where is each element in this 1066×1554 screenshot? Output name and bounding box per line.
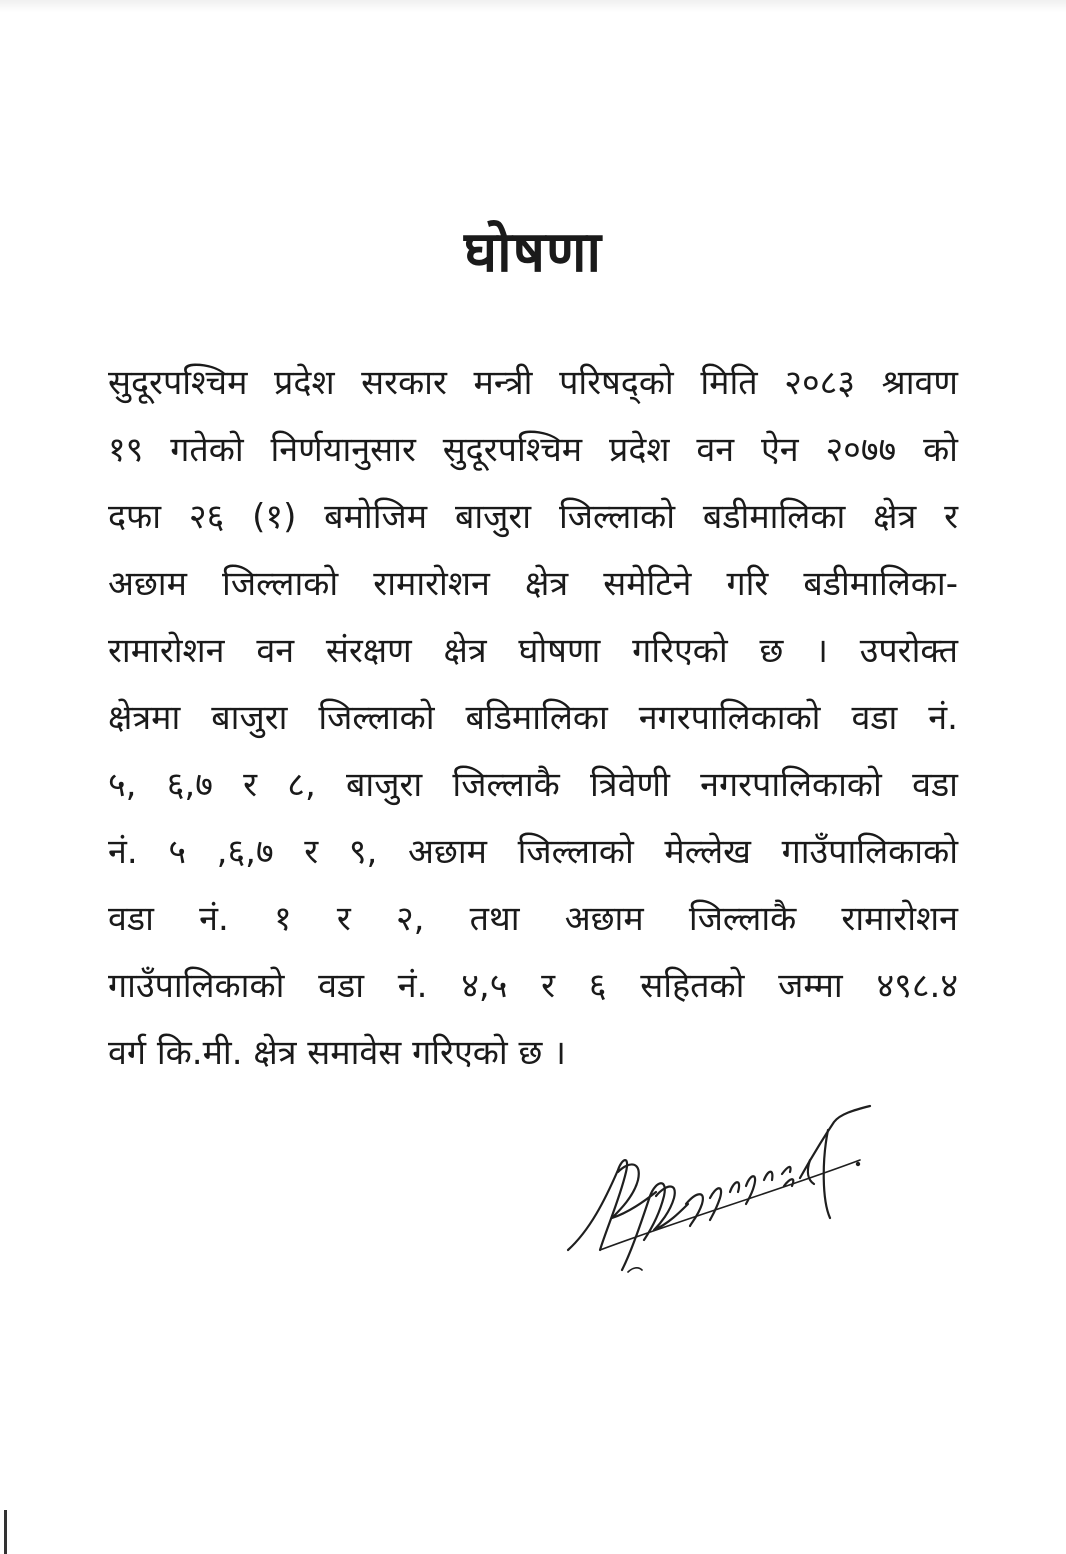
body-line: वर्ग कि.मी. क्षेत्र समावेस गरिएको छ । <box>108 1033 567 1073</box>
scan-edge-mark <box>4 1510 7 1554</box>
body-line: सुदूरपश्चिम प्रदेश सरकार मन्त्री परिषद्को मिति २०८३ श्रावण <box>108 363 958 403</box>
body-line: रामारोशन वन संरक्षण क्षेत्र घोषणा गरिएको छ । उपरोक्त <box>108 631 958 671</box>
handwritten-signature <box>560 1100 880 1280</box>
body-line: क्षेत्रमा बाजुरा जिल्लाको बडिमालिका नगरपालिकाको वडा नं. <box>108 698 958 738</box>
body-line: गाउँपालिकाको वडा नं. ४,५ र ६ सहितको जम्मा ४९८.४ <box>108 966 958 1006</box>
body-line: दफा २६ (१) बमोजिम बाजुरा जिल्लाको बडीमालिका क्षेत्र र <box>108 497 958 537</box>
scan-edge <box>0 0 1066 12</box>
body-line: नं. ५ ,६,७ र ९, अछाम जिल्लाको मेल्लेख गाउँपालिकाको <box>108 832 958 872</box>
body-line: वडा नं. १ र २, तथा अछाम जिल्लाकै रामारोशन <box>108 899 958 939</box>
body-line: १९ गतेको निर्णयानुसार सुदूरपश्चिम प्रदेश वन ऐन २०७७ को <box>108 430 958 470</box>
announcement-body <box>108 350 958 1087</box>
document-title: घोषणा <box>464 220 602 285</box>
body-line: ५, ६,७ र ८, बाजुरा जिल्लाकै त्रिवेणी नगरपालिकाको वडा <box>108 765 958 805</box>
body-line: अछाम जिल्लाको रामारोशन क्षेत्र समेटिने गरि बडीमालिका- <box>108 564 958 604</box>
